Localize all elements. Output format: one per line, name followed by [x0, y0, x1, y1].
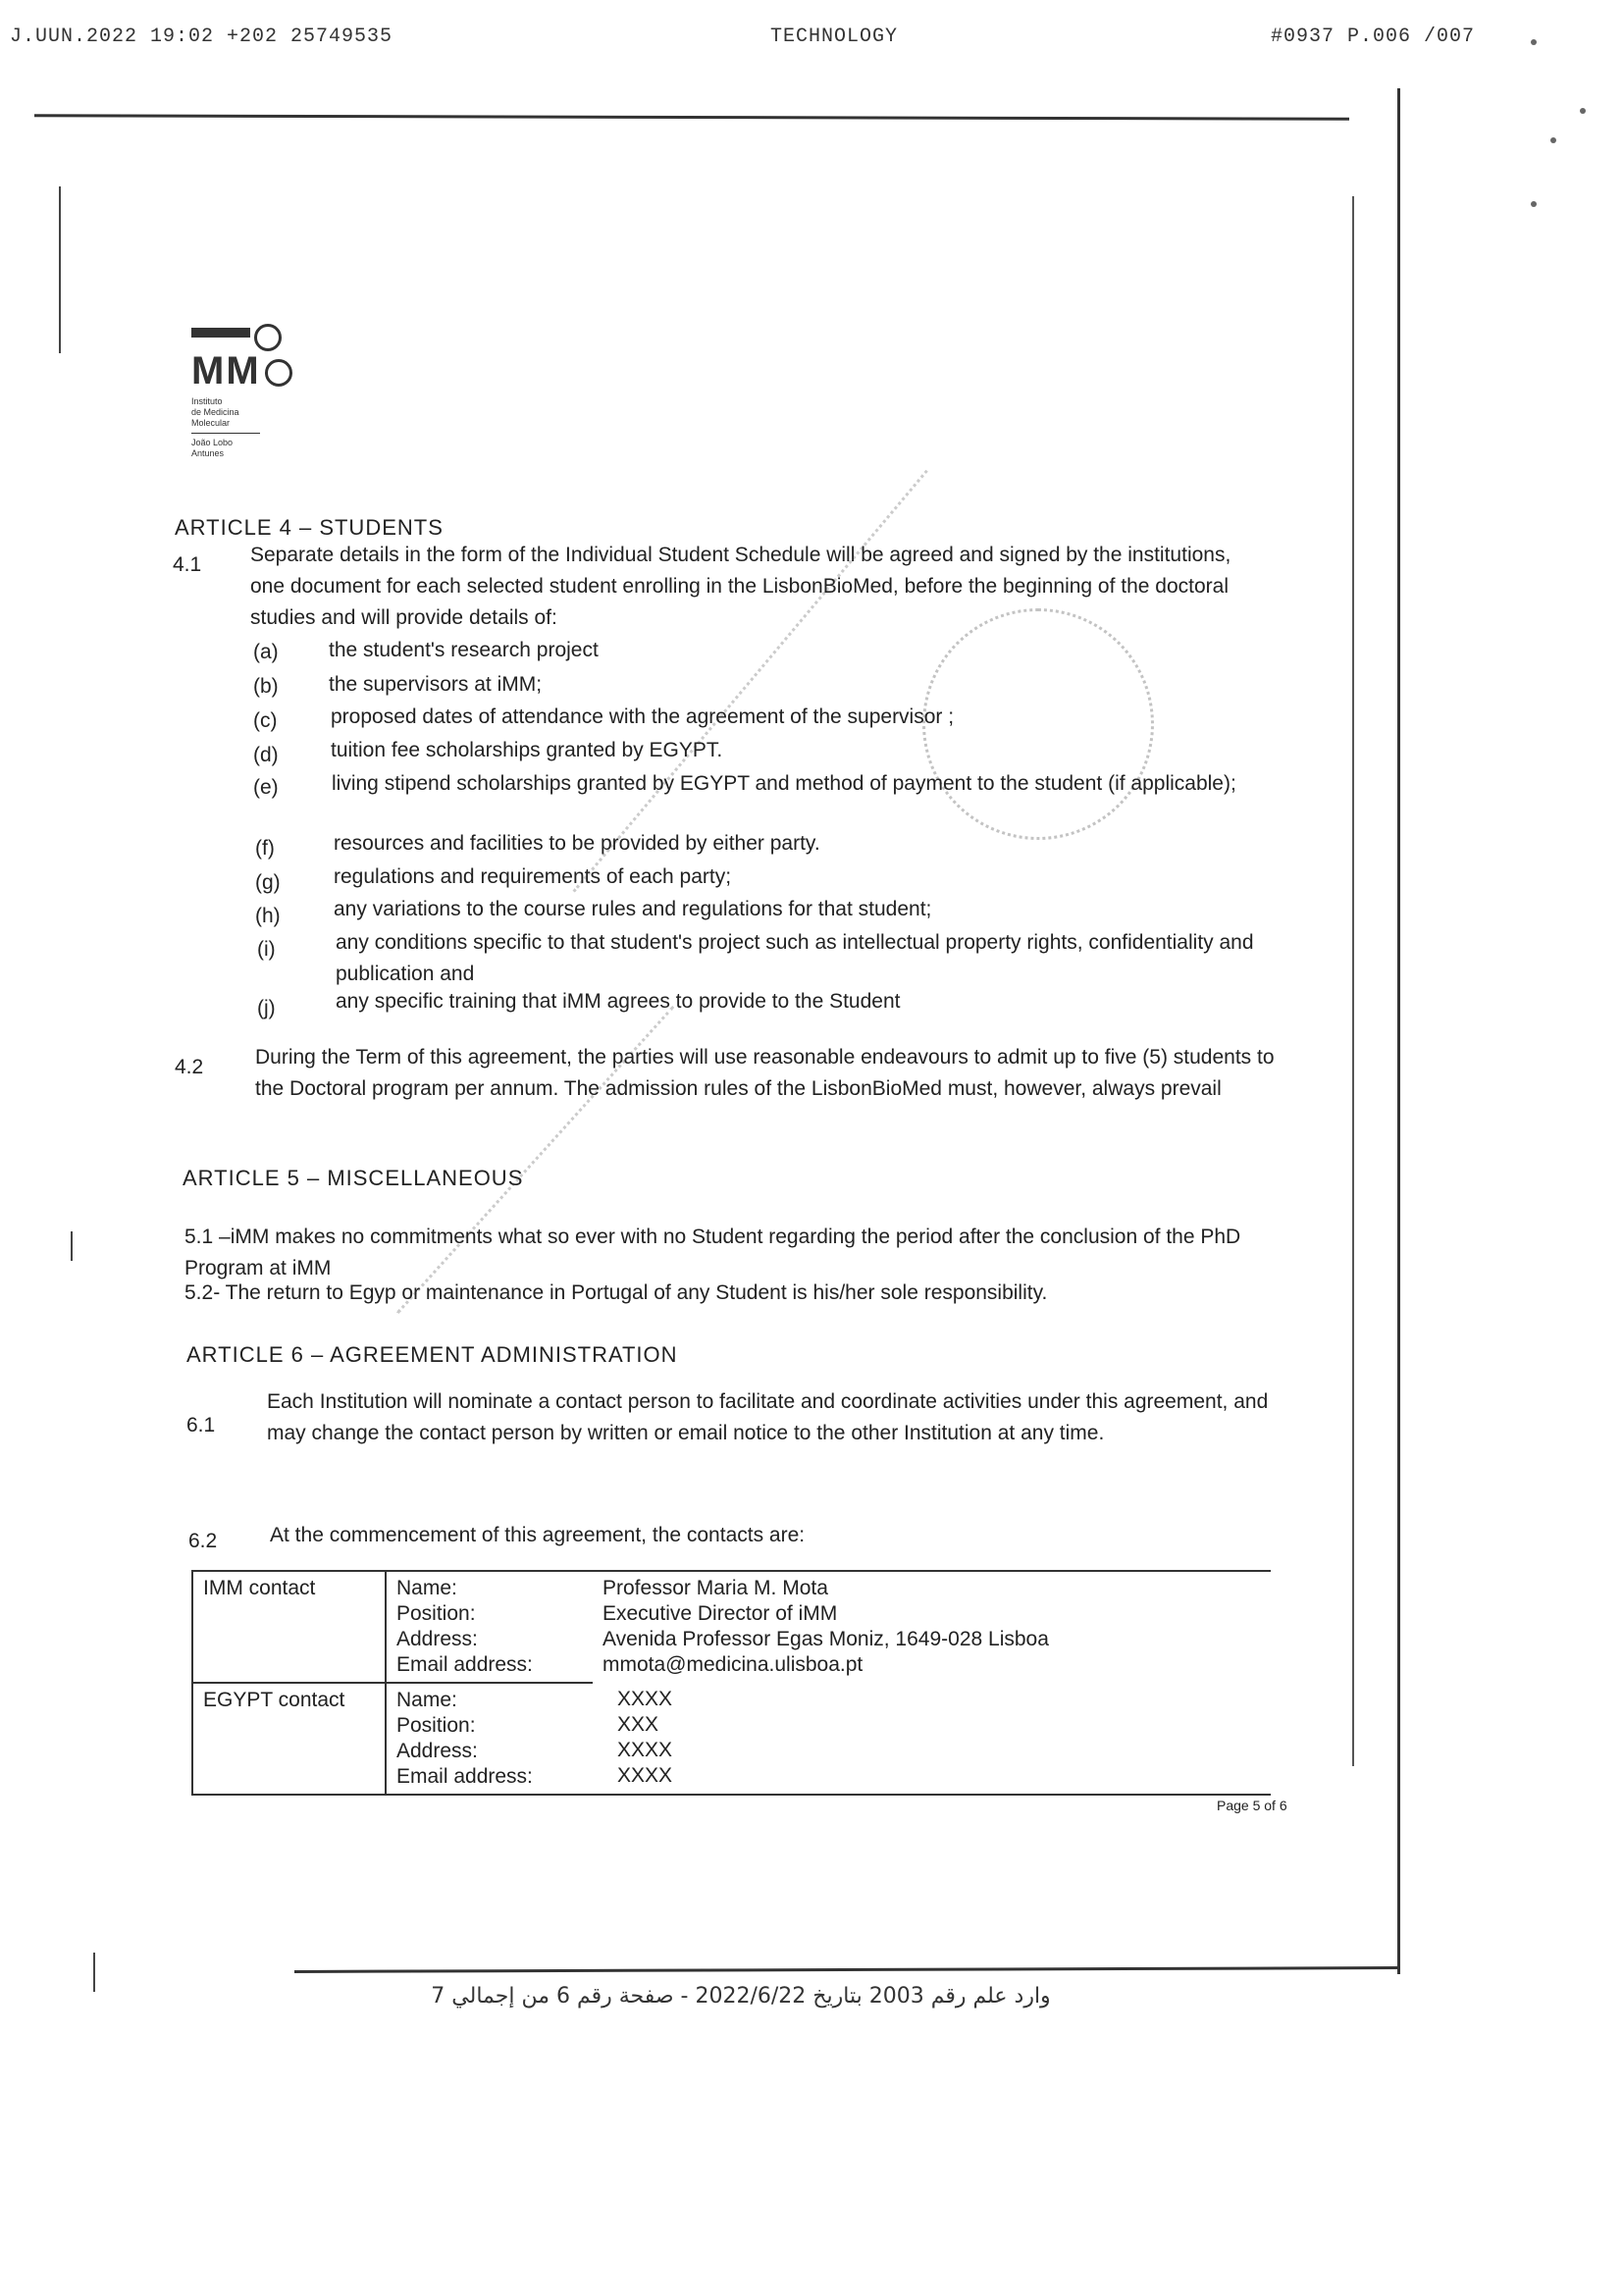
field-label: Position: — [396, 1602, 476, 1625]
logo-line: Instituto — [191, 396, 223, 406]
logo-mark: MM — [191, 349, 261, 392]
scan-frame-bottom — [294, 1966, 1399, 1973]
article-6-heading: ARTICLE 6 – AGREEMENT ADMINISTRATION — [186, 1342, 678, 1367]
field-label: Address: — [396, 1740, 478, 1762]
item-letter: (f) — [255, 837, 275, 860]
article-4-heading: ARTICLE 4 – STUDENTS — [175, 515, 444, 540]
scan-speck — [1531, 201, 1537, 207]
fax-header-left: J.UUN.2022 19:02 +202 25749535 — [10, 26, 393, 48]
para-6-2-number: 6.2 — [188, 1530, 218, 1552]
contact-address: XXXX — [617, 1739, 673, 1761]
item-text: the supervisors at iMM; — [329, 673, 543, 696]
page-number: Page 5 of 6 — [1217, 1798, 1287, 1813]
logo-divider — [191, 433, 260, 434]
para-4-1-number: 4.1 — [173, 553, 202, 576]
para-4-2-number: 4.2 — [175, 1056, 204, 1078]
scan-frame-left-mark — [71, 1231, 73, 1261]
field-label: Address: — [396, 1628, 478, 1650]
scan-frame-right — [1397, 88, 1400, 1974]
field-label: Name: — [396, 1577, 457, 1599]
item-text: any specific training that iMM agrees to provide to the Student — [336, 990, 901, 1013]
logo-line: de Medicina — [191, 407, 239, 417]
item-text: proposed dates of attendance with the agreement of the supervisor ; — [331, 705, 955, 728]
imm-logo — [191, 324, 309, 459]
logo-circle-icon — [265, 359, 292, 387]
logo-line: João Lobo — [191, 438, 234, 447]
scan-speck — [1580, 108, 1586, 114]
item-letter: (c) — [253, 709, 278, 732]
para-4-2-text: During the Term of this agreement, the parties will use reasonable endeavours to admit up to five (5) students to the Doctoral program per annum. The admission rules of the LisbonBioMed must, however, always prevail — [255, 1046, 1275, 1100]
item-letter: (e) — [253, 776, 279, 799]
para-6-1-text: Each Institution will nominate a contact person to facilitate and coordinate activities under this agreement, and may change the contact person by written or email notice to the other Institution at any time. — [267, 1390, 1269, 1444]
para-6-2-text: At the commencement of this agreement, the contacts are: — [270, 1524, 806, 1546]
item-text: living stipend scholarships granted by EGYPT and method of payment to the student (if applicable); — [332, 772, 1236, 795]
contact-email: XXXX — [617, 1764, 673, 1787]
para-4-1-text: Separate details in the form of the Individual Student Schedule will be agreed and signed by the institutions, one document for each selected student enrolling in the LisbonBioMed, before the beginning of the doctoral studies and will provide details of: — [250, 544, 1231, 629]
contact-org: IMM contact — [192, 1571, 386, 1683]
para-5-2: 5.2- The return to Egyp or maintenance in Portugal of any Student is his/her sole responsibility. — [184, 1281, 1048, 1304]
item-text: tuition fee scholarships granted by EGYPT. — [331, 739, 723, 761]
logo-bar — [191, 328, 250, 338]
logo-circle-icon — [254, 324, 282, 351]
item-letter: (a) — [253, 641, 279, 663]
scan-speck — [1550, 137, 1556, 143]
field-label: Position: — [396, 1714, 476, 1737]
contact-email: mmota@medicina.ulisboa.pt — [602, 1653, 864, 1676]
item-text: the student's research project — [329, 639, 599, 661]
contact-field-labels — [386, 1571, 593, 1683]
scan-frame-left — [59, 186, 61, 353]
contact-position: Executive Director of iMM — [602, 1602, 838, 1625]
scan-frame-left-mark — [93, 1953, 95, 1992]
inner-border-right — [1352, 196, 1354, 1766]
fax-header-right: #0937 P.006 /007 — [1271, 26, 1476, 48]
item-letter: (h) — [255, 905, 281, 927]
fax-header-center: TECHNOLOGY — [770, 26, 899, 48]
item-letter: (j) — [257, 997, 276, 1019]
item-letter: (g) — [255, 871, 281, 894]
contact-values — [593, 1571, 1271, 1683]
scan-frame-top — [34, 114, 1349, 121]
contact-field-labels — [386, 1683, 593, 1795]
item-text: regulations and requirements of each party; — [334, 865, 732, 888]
article-5-heading: ARTICLE 5 – MISCELLANEOUS — [183, 1166, 524, 1190]
field-label: Email address: — [396, 1765, 533, 1788]
contact-values — [593, 1683, 1271, 1795]
field-label: Name: — [396, 1689, 457, 1711]
contact-position: XXX — [617, 1713, 659, 1736]
para-6-1-number: 6.1 — [186, 1414, 216, 1436]
table-row — [192, 1683, 1271, 1795]
para-5-1: 5.1 –iMM makes no commitments what so ever with no Student regarding the period after the conclusion of the PhD Program at iMM — [184, 1226, 1241, 1279]
logo-line: Antunes — [191, 448, 225, 458]
contact-org: EGYPT contact — [192, 1683, 386, 1795]
arabic-receipt-footer: وارد علم رقم 2003 بتاريخ 2022/6/22 - صفحة رقم 6 من إجمالي 7 — [431, 1984, 1051, 2009]
contact-address: Avenida Professor Egas Moniz, 1649-028 Lisboa — [602, 1628, 1049, 1650]
logo-line: Molecular — [191, 418, 231, 428]
item-letter: (i) — [257, 938, 276, 961]
table-row — [192, 1571, 1271, 1683]
field-label: Email address: — [396, 1653, 533, 1676]
item-text: any variations to the course rules and regulations for that student; — [334, 898, 932, 920]
contacts-table — [191, 1570, 1271, 1796]
contact-name: XXXX — [617, 1688, 673, 1710]
scan-speck — [1531, 39, 1537, 45]
item-text: any conditions specific to that student's project such as intellectual property rights, confidentiality and publication and — [336, 931, 1254, 985]
item-letter: (d) — [253, 744, 279, 766]
item-text: resources and facilities to be provided by either party. — [334, 832, 820, 855]
contact-name: Professor Maria M. Mota — [602, 1577, 828, 1599]
item-letter: (b) — [253, 675, 279, 698]
